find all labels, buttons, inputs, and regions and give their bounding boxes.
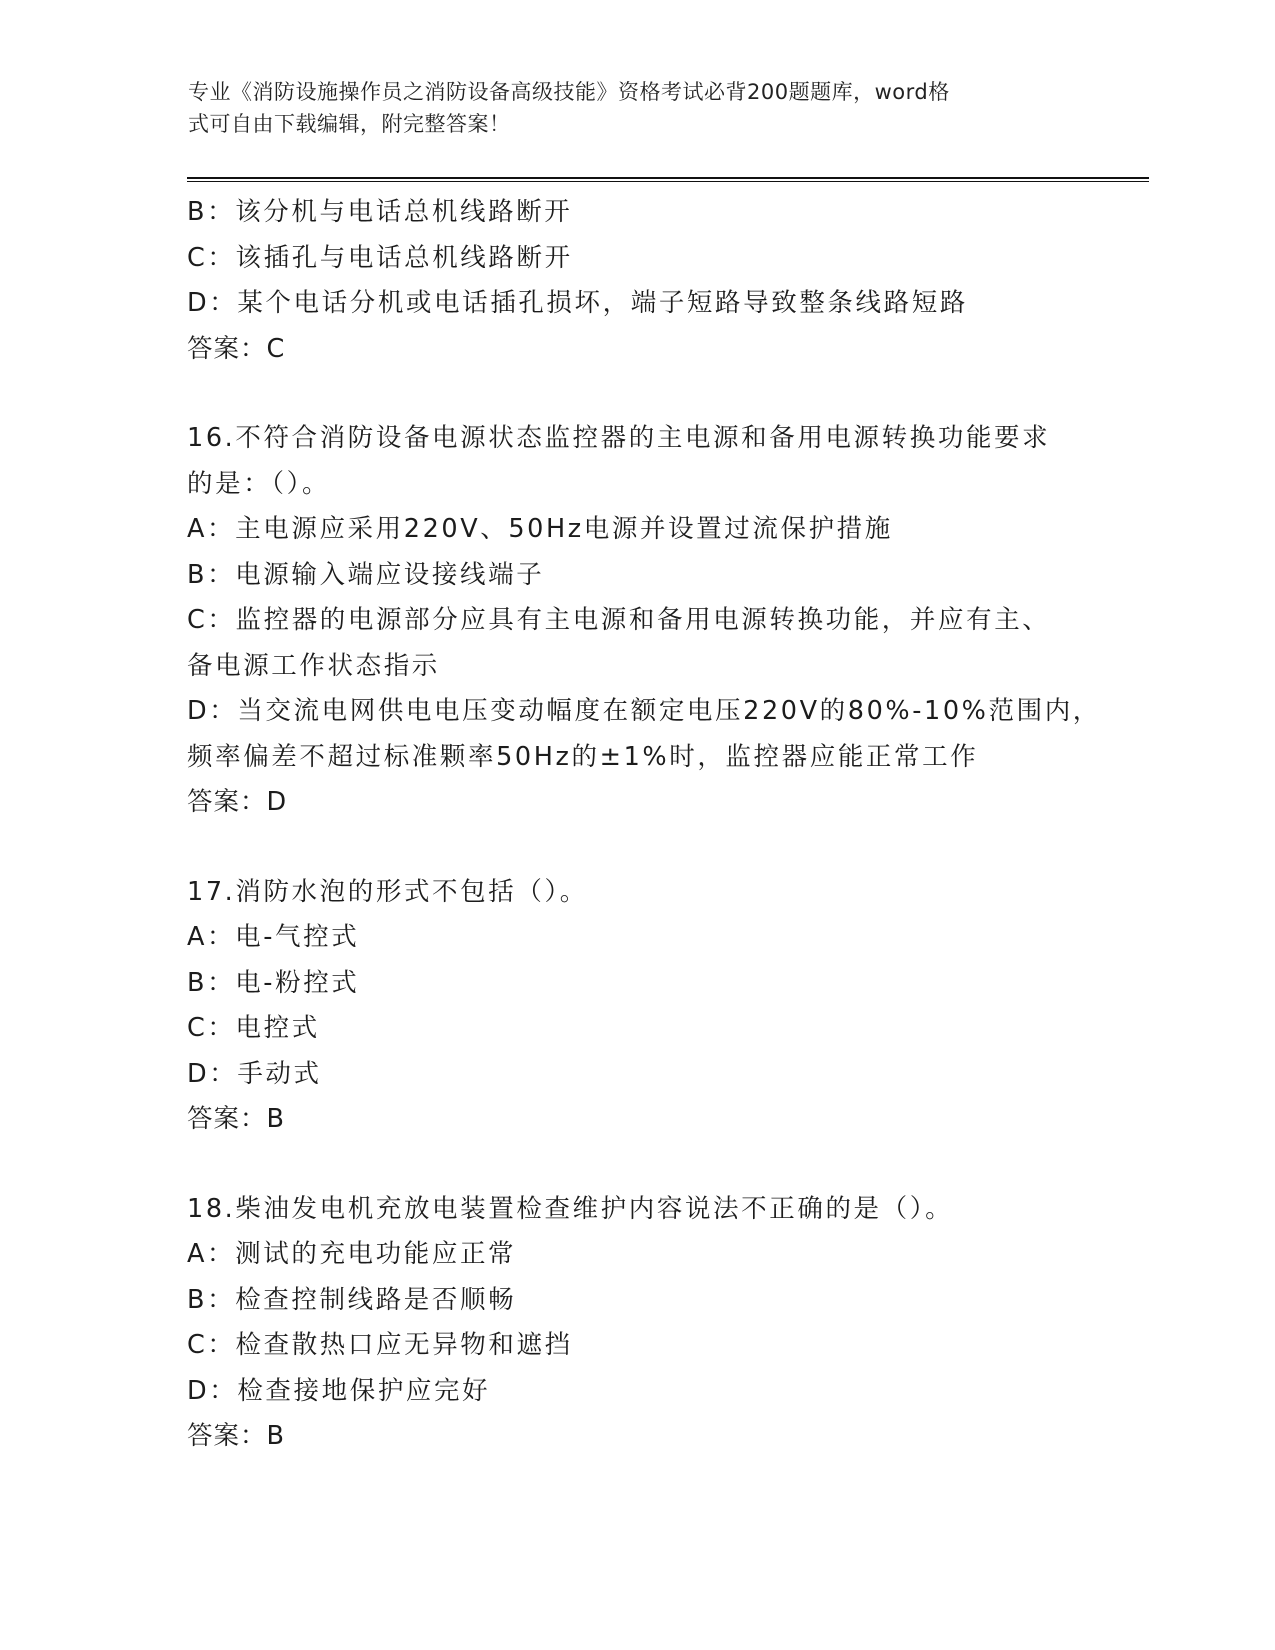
header-line-1: 专业《消防设施操作员之消防设备高级技能》资格考试必背200题题库，word格: [188, 80, 950, 104]
q16-stem-line-1: 16.不符合消防设备电源状态监控器的主电源和备用电源转换功能要求: [187, 423, 1051, 453]
q16-option-a: A：主电源应采用220V、50Hz电源并设置过流保护措施: [187, 514, 893, 544]
q16-option-c-line-2: 备电源工作状态指示: [187, 650, 440, 681]
page-header: [188, 76, 1088, 140]
q18-stem: 18.柴油发电机充放电装置检查维护内容说法不正确的是（）。: [187, 1193, 954, 1224]
q15-answer: 答案：C: [187, 333, 286, 364]
q16-option-b: B：电源输入端应设接线端子: [187, 559, 545, 590]
q18-option-b: B：检查控制线路是否顺畅: [187, 1284, 517, 1315]
q17-answer: 答案：B: [187, 1104, 285, 1134]
q17-option-d: D：手动式: [187, 1058, 322, 1089]
q17-option-a: A：电-气控式: [187, 922, 360, 952]
spacer: [187, 372, 1087, 416]
q17-stem: 17.消防水泡的形式不包括（）。: [187, 876, 588, 907]
q18-answer: 答案：B: [187, 1421, 285, 1451]
q16-option-d-line-1: D：当交流电网供电电压变动幅度在额定电压220V的80%-10%范围内，: [187, 696, 1101, 726]
q16-stem-line-2: 的是：（）。: [187, 468, 331, 499]
q18-option-a: A：测试的充电功能应正常: [187, 1239, 517, 1269]
q16-option-d-line-2: 频率偏差不超过标准颗率50Hz的±1%时，监控器应能正常工作: [187, 741, 979, 772]
q16-option-c-line-1: C：监控器的电源部分应具有主电源和备用电源转换功能，并应有主、: [187, 605, 1051, 635]
q15-option-d: D：某个电话分机或电话插孔损坏，端子短路导致整条线路短路: [187, 288, 968, 318]
question-17: [187, 870, 1087, 1143]
question-18: [187, 1187, 1087, 1460]
header-divider: [187, 177, 1149, 182]
q18-option-c: C：检查散热口应无异物和遮挡: [187, 1330, 573, 1360]
spacer: [187, 826, 1087, 870]
q17-option-b: B：电-粉控式: [187, 967, 360, 998]
q16-answer: 答案：D: [187, 787, 288, 817]
header-line-2: 式可自由下载编辑，附完整答案！: [188, 112, 511, 136]
question-15-tail: [187, 190, 1087, 372]
q15-option-b: B：该分机与电话总机线路断开: [187, 197, 573, 227]
document-body: [187, 190, 1101, 1460]
q18-option-d: D：检查接地保护应完好: [187, 1375, 491, 1406]
spacer: [187, 1143, 1087, 1187]
q17-option-c: C：电控式: [187, 1013, 320, 1043]
q15-option-c: C：该插孔与电话总机线路断开: [187, 242, 573, 273]
question-16: [187, 416, 1101, 826]
